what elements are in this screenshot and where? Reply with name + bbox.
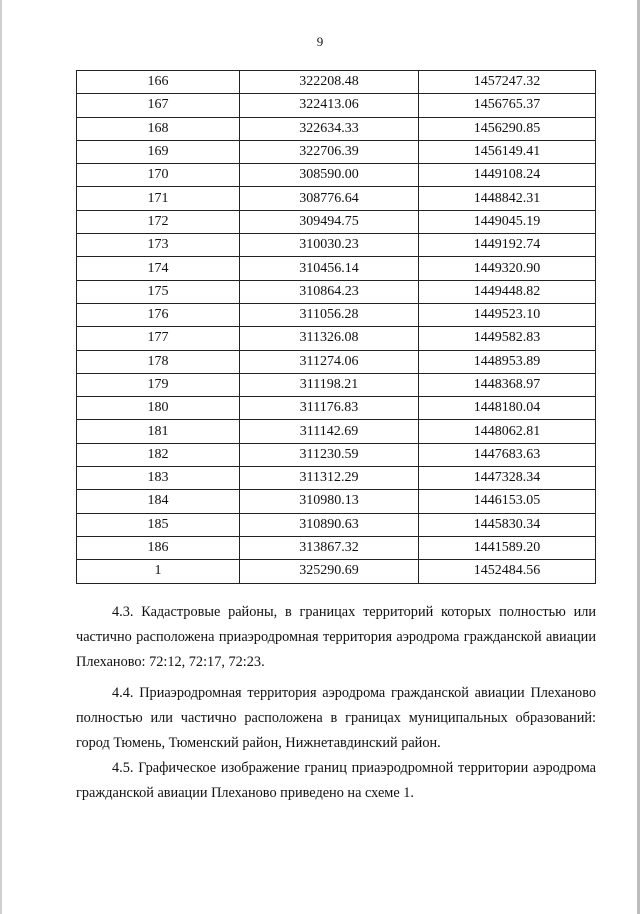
x-coordinate-cell: 309494.75 [240,210,419,233]
table-row [77,536,596,559]
point-number-cell: 184 [77,490,240,513]
x-coordinate-cell: 310456.14 [240,257,419,280]
paragraph-text: 4.3. Кадастровые районы, в границах территорий которых полностью или частично расположена приаэродромная территория аэродрома гражданской авиации Плеханово: 72:12, 72:17, 72:23. [76,604,596,670]
x-coordinate-cell: 322634.33 [240,117,419,140]
x-coordinate-cell: 322706.39 [240,140,419,163]
y-coordinate-cell: 1449582.83 [419,327,596,350]
point-number-cell: 169 [77,140,240,163]
coordinates-table [76,70,596,584]
table-row [77,280,596,303]
y-coordinate-cell: 1448953.89 [419,350,596,373]
table-row [77,397,596,420]
x-coordinate-cell: 311056.28 [240,303,419,326]
point-number-cell: 173 [77,234,240,257]
point-number-cell: 182 [77,443,240,466]
x-coordinate-cell: 308590.00 [240,164,419,187]
x-coordinate-cell: 311326.08 [240,327,419,350]
y-coordinate-cell: 1448368.97 [419,373,596,396]
table-row [77,210,596,233]
y-coordinate-cell: 1457247.32 [419,71,596,94]
point-number-cell: 168 [77,117,240,140]
x-coordinate-cell: 311274.06 [240,350,419,373]
table-row [77,94,596,117]
x-coordinate-cell: 322413.06 [240,94,419,117]
table-row [77,234,596,257]
table-row [77,443,596,466]
table-row [77,467,596,490]
x-coordinate-cell: 308776.64 [240,187,419,210]
paragraph-municipalities [76,681,596,756]
x-coordinate-cell: 310030.23 [240,234,419,257]
x-coordinate-cell: 311176.83 [240,397,419,420]
point-number-cell: 177 [77,327,240,350]
y-coordinate-cell: 1448062.81 [419,420,596,443]
table-row [77,327,596,350]
table-row [77,560,596,583]
table-row [77,71,596,94]
y-coordinate-cell: 1446153.05 [419,490,596,513]
y-coordinate-cell: 1449320.90 [419,257,596,280]
table-row [77,513,596,536]
x-coordinate-cell: 311312.29 [240,467,419,490]
y-coordinate-cell: 1456290.85 [419,117,596,140]
paragraph-cadastral-districts [76,600,596,675]
point-number-cell: 175 [77,280,240,303]
table-row [77,187,596,210]
point-number-cell: 176 [77,303,240,326]
x-coordinate-cell: 311198.21 [240,373,419,396]
table-row [77,140,596,163]
x-coordinate-cell: 322208.48 [240,71,419,94]
y-coordinate-cell: 1447328.34 [419,467,596,490]
x-coordinate-cell: 311142.69 [240,420,419,443]
y-coordinate-cell: 1448842.31 [419,187,596,210]
y-coordinate-cell: 1447683.63 [419,443,596,466]
y-coordinate-cell: 1449448.82 [419,280,596,303]
table-row [77,164,596,187]
point-number-cell: 171 [77,187,240,210]
scan-edge-left [0,0,2,914]
coordinates-table-body [77,71,596,584]
point-number-cell: 180 [77,397,240,420]
table-row [77,117,596,140]
point-number-cell: 174 [77,257,240,280]
table-row [77,303,596,326]
point-number-cell: 166 [77,71,240,94]
point-number-cell: 172 [77,210,240,233]
table-row [77,490,596,513]
point-number-cell: 1 [77,560,240,583]
y-coordinate-cell: 1449192.74 [419,234,596,257]
x-coordinate-cell: 310864.23 [240,280,419,303]
paragraph-text: 4.4. Приаэродромная территория аэродрома гражданской авиации Плеханово полностью или частично расположена в границах муниципальных образований: город Тюмень, Тюменский район, Нижнетавдинский район. [76,685,596,751]
paragraph-graphic-scheme [76,756,596,806]
point-number-cell: 170 [77,164,240,187]
y-coordinate-cell: 1449523.10 [419,303,596,326]
point-number-cell: 185 [77,513,240,536]
point-number-cell: 181 [77,420,240,443]
paragraph-text: 4.5. Графическое изображение границ приаэродромной территории аэродрома гражданской авиации Плеханово приведено на схеме 1. [76,760,596,801]
point-number-cell: 179 [77,373,240,396]
y-coordinate-cell: 1449045.19 [419,210,596,233]
point-number-cell: 183 [77,467,240,490]
page-number: 9 [316,34,324,49]
x-coordinate-cell: 311230.59 [240,443,419,466]
x-coordinate-cell: 310890.63 [240,513,419,536]
y-coordinate-cell: 1448180.04 [419,397,596,420]
point-number-cell: 186 [77,536,240,559]
y-coordinate-cell: 1445830.34 [419,513,596,536]
y-coordinate-cell: 1441589.20 [419,536,596,559]
point-number-cell: 167 [77,94,240,117]
x-coordinate-cell: 325290.69 [240,560,419,583]
table-row [77,350,596,373]
x-coordinate-cell: 313867.32 [240,536,419,559]
point-number-cell: 178 [77,350,240,373]
y-coordinate-cell: 1449108.24 [419,164,596,187]
y-coordinate-cell: 1452484.56 [419,560,596,583]
table-row [77,373,596,396]
y-coordinate-cell: 1456149.41 [419,140,596,163]
table-row [77,257,596,280]
y-coordinate-cell: 1456765.37 [419,94,596,117]
x-coordinate-cell: 310980.13 [240,490,419,513]
table-row [77,420,596,443]
